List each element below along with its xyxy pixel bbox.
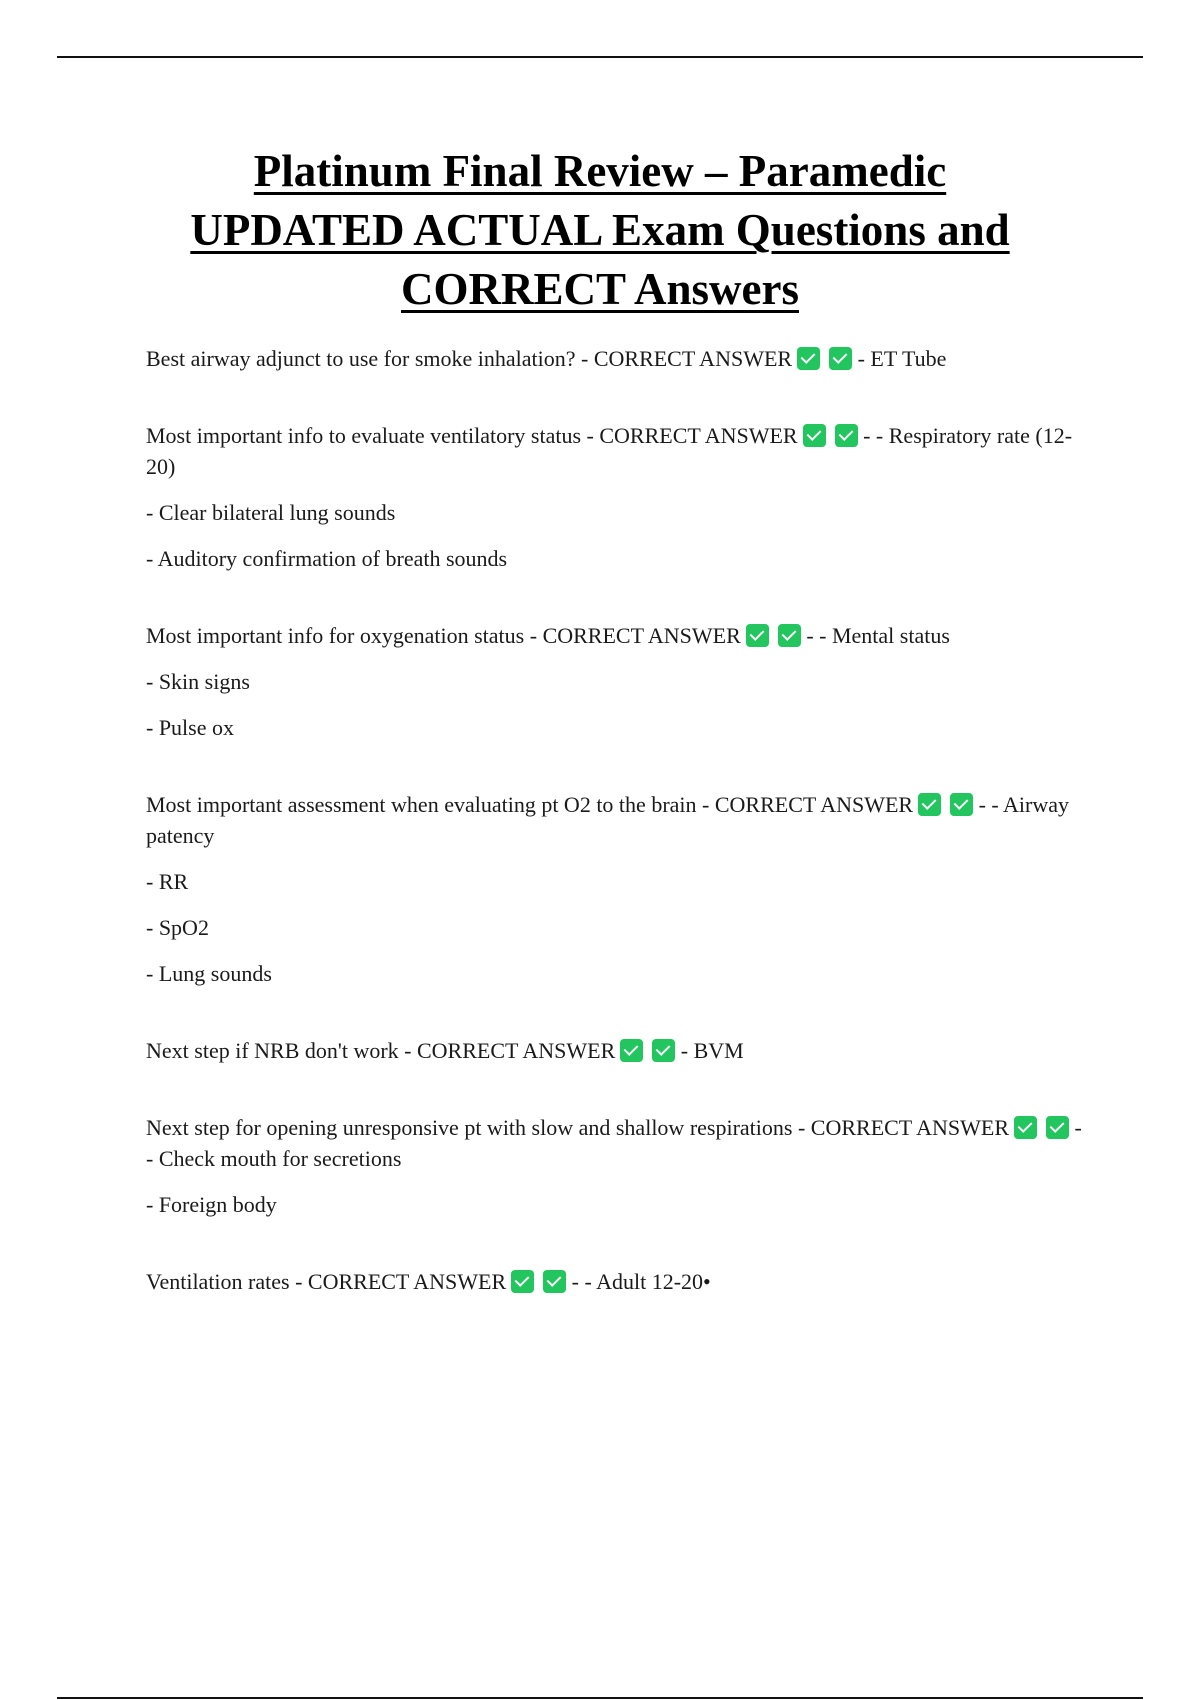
correct-answer-label: CORRECT ANSWER [599, 423, 798, 448]
correct-answer-label: CORRECT ANSWER [542, 623, 741, 648]
qa-question-line [146, 420, 1086, 482]
qa-question-line [146, 620, 1086, 651]
check-mark-icon [1046, 1116, 1069, 1139]
check-mark-icon [543, 1270, 566, 1293]
check-mark-icon [829, 347, 852, 370]
correct-answer-label: CORRECT ANSWER [417, 1038, 616, 1063]
answer-text: - BVM [675, 1038, 744, 1063]
answer-text: - - Adult 12-20• [566, 1269, 711, 1294]
qa-item [146, 1035, 1086, 1066]
qa-question-line [146, 1035, 1086, 1066]
check-mark-icon [918, 793, 941, 816]
check-mark-icon [511, 1270, 534, 1293]
answer-detail-line: - Pulse ox [146, 715, 234, 740]
question-text: Next step for opening unresponsive pt with slow and shallow respirations - [146, 1115, 811, 1140]
answer-text: - - Respiratory rate (12-20) [146, 423, 1073, 479]
answer-detail-line: - Lung sounds [146, 961, 272, 986]
question-text: Most important info for oxygenation status - [146, 623, 543, 648]
answer-text: - - Airway patency [146, 792, 1070, 848]
check-mark-icon [652, 1039, 675, 1062]
correct-answer-label: CORRECT ANSWER [307, 1269, 507, 1294]
answer-detail-line: - Auditory confirmation of breath sounds [146, 546, 508, 571]
question-text: Ventilation rates - [146, 1269, 308, 1294]
question-text: Most important info to evaluate ventilatory status - [146, 423, 600, 448]
qa-question-line [146, 343, 1086, 374]
correct-answer-label: CORRECT ANSWER [714, 792, 914, 817]
qa-question-line [146, 1112, 1086, 1174]
qa-item [146, 789, 1086, 989]
qa-question-line [146, 1266, 1086, 1297]
check-mark-icon [620, 1039, 643, 1062]
answer-text: - - Mental status [800, 623, 950, 648]
title-line-1: Platinum Final Review – Paramedic [253, 146, 947, 196]
qa-item [146, 420, 1086, 574]
question-text: Best airway adjunct to use for smoke inhalation? - [146, 346, 594, 371]
title-line-2: UPDATED ACTUAL Exam Questions and [190, 205, 1010, 255]
title-line-3: CORRECT Answers [401, 264, 799, 314]
answer-text: - ET Tube [852, 346, 947, 371]
qa-item [146, 1266, 1086, 1297]
correct-answer-label: CORRECT ANSWER [810, 1115, 1010, 1140]
qa-item [146, 1112, 1086, 1220]
check-mark-icon [778, 624, 801, 647]
check-mark-icon [746, 624, 769, 647]
check-mark-icon [1014, 1116, 1037, 1139]
answer-text: - - Check mouth for secretions [146, 1115, 1082, 1171]
page-title [100, 142, 1100, 319]
question-text: Most important assessment when evaluating pt O2 to the brain - [146, 792, 715, 817]
answer-detail-line: - SpO2 [146, 915, 209, 940]
header-rule [57, 56, 1143, 58]
check-mark-icon [797, 347, 820, 370]
check-mark-icon [803, 424, 826, 447]
qa-list [146, 343, 1086, 1297]
qa-item [146, 620, 1086, 743]
check-mark-icon [835, 424, 858, 447]
answer-detail-line: - Skin signs [146, 669, 250, 694]
footer-rule [57, 1697, 1143, 1699]
answer-detail-line: - Clear bilateral lung sounds [146, 500, 396, 525]
qa-item [146, 343, 1086, 374]
question-text: Next step if NRB don't work - [146, 1038, 417, 1063]
answer-detail-line: - RR [146, 869, 189, 894]
check-mark-icon [950, 793, 973, 816]
qa-question-line [146, 789, 1086, 851]
answer-detail-line: - Foreign body [146, 1192, 277, 1217]
correct-answer-label: CORRECT ANSWER [593, 346, 793, 371]
